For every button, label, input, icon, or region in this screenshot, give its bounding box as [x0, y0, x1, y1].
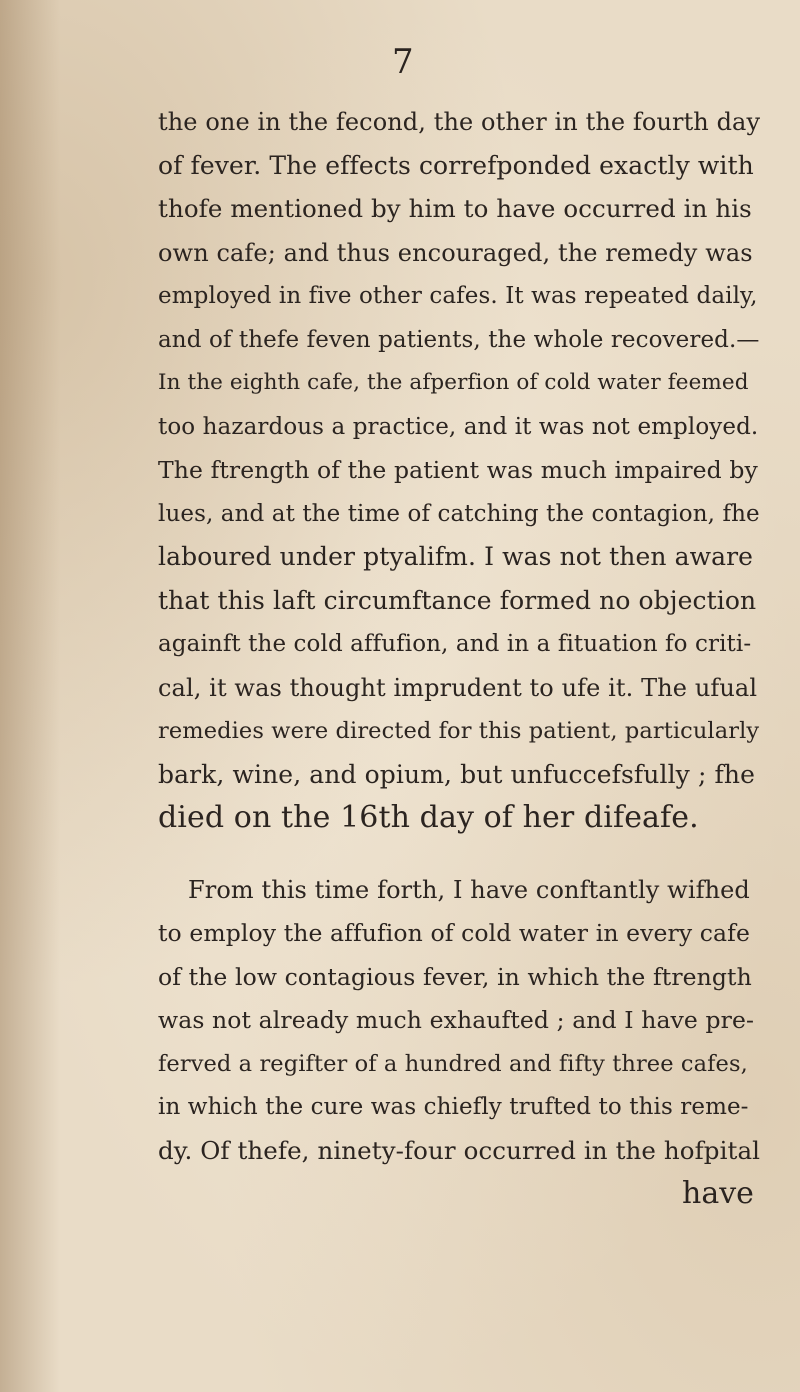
- text-line: laboured under ptyalifm. I was not then aware: [158, 542, 754, 571]
- text-line: ferved a regifter of a hundred and fifty three cafes,: [158, 1050, 748, 1077]
- text-line: died on the 16th day of her difeafe.: [158, 800, 699, 835]
- text-line: to employ the affufion of cold water in every cafe: [158, 919, 750, 947]
- text-line: of fever. The effects correfponded exactly with: [158, 150, 754, 180]
- text-line: the one in the fecond, the other in the fourth day: [158, 108, 761, 136]
- text-line: of the low contagious fever, in which the ftrength: [158, 962, 752, 991]
- page-number: 7: [392, 42, 414, 82]
- text-line: From this time forth, I have conftantly wifhed: [188, 875, 750, 904]
- text-line: and of thefe feven patients, the whole recovered.—: [158, 326, 760, 353]
- text-line: thofe mentioned by him to have occurred in his: [158, 194, 752, 223]
- text-line: cal, it was thought imprudent to ufe it. The ufual: [158, 673, 758, 702]
- page-edge-shadow: [0, 0, 60, 1392]
- text-line: employed in five other cafes. It was repeated daily,: [158, 283, 758, 309]
- text-line: lues, and at the time of catching the contagion, fhe: [158, 500, 760, 527]
- text-line: bark, wine, and opium, but unfuccefsfully ; fhe: [158, 759, 755, 789]
- catchword: have: [682, 1176, 754, 1211]
- text-line: too hazardous a practice, and it was not employed.: [158, 413, 759, 440]
- text-line: remedies were directed for this patient, particularly: [158, 718, 760, 744]
- text-line: dy. Of thefe, ninety-four occurred in the hofpital: [158, 1135, 761, 1165]
- text-line: againft the cold affufion, and in a fituation fo criti-: [158, 631, 752, 657]
- text-line: in which the cure was chiefly trufted to this reme-: [158, 1094, 749, 1120]
- text-line: own cafe; and thus encouraged, the remedy was: [158, 238, 753, 267]
- text-line: In the eighth cafe, the afperfion of cold water feemed: [158, 370, 749, 395]
- text-line: that this laft circumftance formed no objection: [158, 585, 757, 615]
- text-line: was not already much exhaufted ; and I have pre-: [158, 1006, 755, 1034]
- text-line: The ftrength of the patient was much impaired by: [158, 456, 758, 484]
